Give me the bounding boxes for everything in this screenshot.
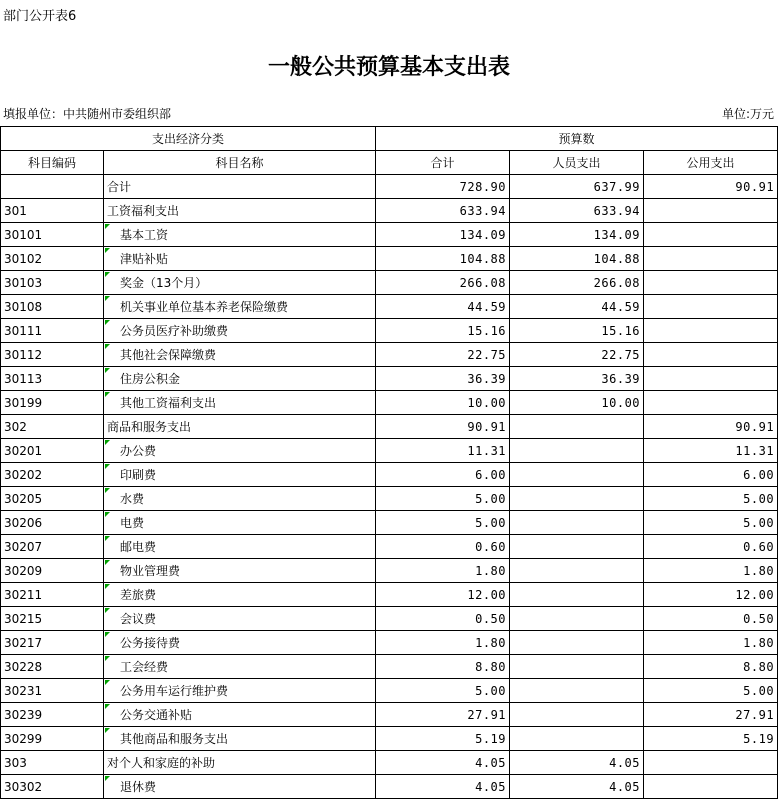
- row-personnel: [510, 535, 644, 559]
- row-public: [644, 775, 778, 799]
- row-public: [644, 199, 778, 223]
- row-total: 90.91: [376, 415, 510, 439]
- row-personnel: [510, 487, 644, 511]
- row-total: 0.50: [376, 607, 510, 631]
- row-name: 其他工资福利支出: [104, 391, 376, 415]
- row-total: 5.00: [376, 487, 510, 511]
- table-row: [1, 463, 778, 487]
- row-name: 津贴补贴: [104, 247, 376, 271]
- header-budget-group: 预算数: [376, 127, 778, 151]
- row-personnel: [510, 607, 644, 631]
- table-row: [1, 439, 778, 463]
- row-total: 6.00: [376, 463, 510, 487]
- table-row: [1, 415, 778, 439]
- row-name: 机关事业单位基本养老保险缴费: [104, 295, 376, 319]
- row-total: 1.80: [376, 559, 510, 583]
- row-code: 30207: [1, 535, 104, 559]
- row-public: [644, 271, 778, 295]
- table-row: [1, 631, 778, 655]
- row-public: 11.31: [644, 439, 778, 463]
- row-public: 8.80: [644, 655, 778, 679]
- table-row: [1, 583, 778, 607]
- row-code: 30103: [1, 271, 104, 295]
- header-row-columns: [1, 151, 778, 175]
- table-row: [1, 199, 778, 223]
- row-code: 30101: [1, 223, 104, 247]
- row-code: 30108: [1, 295, 104, 319]
- row-total: 728.90: [376, 175, 510, 199]
- table-row: [1, 295, 778, 319]
- row-name: 退休费: [104, 775, 376, 799]
- row-public: 5.00: [644, 487, 778, 511]
- row-code: 30206: [1, 511, 104, 535]
- row-public: [644, 367, 778, 391]
- row-code: 30239: [1, 703, 104, 727]
- table-row: [1, 223, 778, 247]
- table-row: [1, 271, 778, 295]
- row-code: 30111: [1, 319, 104, 343]
- header-personnel: 人员支出: [510, 151, 644, 175]
- row-public: 1.80: [644, 631, 778, 655]
- table-row: [1, 343, 778, 367]
- row-total: 5.19: [376, 727, 510, 751]
- row-total: 10.00: [376, 391, 510, 415]
- row-name: 办公费: [104, 439, 376, 463]
- table-row: [1, 319, 778, 343]
- row-total: 633.94: [376, 199, 510, 223]
- row-code: [1, 175, 104, 199]
- row-name: 工会经费: [104, 655, 376, 679]
- row-personnel: 44.59: [510, 295, 644, 319]
- row-code: 30201: [1, 439, 104, 463]
- row-name: 商品和服务支出: [104, 415, 376, 439]
- row-public: 12.00: [644, 583, 778, 607]
- table-row: [1, 535, 778, 559]
- row-public: [644, 391, 778, 415]
- row-total: 0.60: [376, 535, 510, 559]
- row-public: 5.00: [644, 511, 778, 535]
- row-name: 工资福利支出: [104, 199, 376, 223]
- row-personnel: 134.09: [510, 223, 644, 247]
- row-code: 302: [1, 415, 104, 439]
- row-name: 其他社会保障缴费: [104, 343, 376, 367]
- header-total: 合计: [376, 151, 510, 175]
- row-public: 90.91: [644, 175, 778, 199]
- row-name: 合计: [104, 175, 376, 199]
- row-code: 30217: [1, 631, 104, 655]
- row-code: 30211: [1, 583, 104, 607]
- row-name: 住房公积金: [104, 367, 376, 391]
- row-total: 8.80: [376, 655, 510, 679]
- row-personnel: 637.99: [510, 175, 644, 199]
- row-total: 4.05: [376, 775, 510, 799]
- row-total: 12.00: [376, 583, 510, 607]
- row-personnel: [510, 583, 644, 607]
- row-personnel: [510, 727, 644, 751]
- row-total: 36.39: [376, 367, 510, 391]
- table-row: [1, 607, 778, 631]
- row-name: 对个人和家庭的补助: [104, 751, 376, 775]
- row-code: 30231: [1, 679, 104, 703]
- row-name: 电费: [104, 511, 376, 535]
- row-total: 104.88: [376, 247, 510, 271]
- row-public: [644, 247, 778, 271]
- row-public: 5.19: [644, 727, 778, 751]
- header-row-group: [1, 127, 778, 151]
- row-code: 30199: [1, 391, 104, 415]
- row-code: 30215: [1, 607, 104, 631]
- table-row: [1, 727, 778, 751]
- row-total: 5.00: [376, 511, 510, 535]
- table-row: [1, 655, 778, 679]
- row-public: 90.91: [644, 415, 778, 439]
- row-code: 30209: [1, 559, 104, 583]
- row-name: 邮电费: [104, 535, 376, 559]
- row-code: 303: [1, 751, 104, 775]
- row-public: 1.80: [644, 559, 778, 583]
- row-code: 30299: [1, 727, 104, 751]
- row-personnel: 36.39: [510, 367, 644, 391]
- row-personnel: [510, 655, 644, 679]
- row-personnel: 15.16: [510, 319, 644, 343]
- row-personnel: [510, 463, 644, 487]
- row-total: 134.09: [376, 223, 510, 247]
- header-category-group: 支出经济分类: [1, 127, 376, 151]
- row-code: 30113: [1, 367, 104, 391]
- row-public: [644, 319, 778, 343]
- row-personnel: 266.08: [510, 271, 644, 295]
- table-row: [1, 175, 778, 199]
- row-personnel: [510, 439, 644, 463]
- row-personnel: 104.88: [510, 247, 644, 271]
- row-public: 0.50: [644, 607, 778, 631]
- table-row: [1, 511, 778, 535]
- row-name: 公务员医疗补助缴费: [104, 319, 376, 343]
- row-name: 公务交通补贴: [104, 703, 376, 727]
- page-title: 一般公共预算基本支出表: [267, 54, 510, 80]
- table-row: [1, 679, 778, 703]
- table-row: [1, 703, 778, 727]
- table-row: [1, 391, 778, 415]
- row-personnel: [510, 631, 644, 655]
- header-name: 科目名称: [104, 151, 376, 175]
- budget-table: [0, 126, 778, 799]
- measure-unit: 单位:万元: [721, 107, 774, 121]
- row-public: [644, 343, 778, 367]
- row-name: 水费: [104, 487, 376, 511]
- row-public: 6.00: [644, 463, 778, 487]
- row-code: 301: [1, 199, 104, 223]
- row-public: 27.91: [644, 703, 778, 727]
- table-row: [1, 559, 778, 583]
- row-personnel: [510, 511, 644, 535]
- row-personnel: [510, 415, 644, 439]
- table-row: [1, 247, 778, 271]
- row-total: 27.91: [376, 703, 510, 727]
- row-code: 30202: [1, 463, 104, 487]
- document-label: 部门公开表6: [3, 9, 77, 24]
- row-public: [644, 751, 778, 775]
- row-personnel: [510, 679, 644, 703]
- row-name: 公务用车运行维护费: [104, 679, 376, 703]
- header-public: 公用支出: [644, 151, 778, 175]
- table-row: [1, 367, 778, 391]
- row-code: 30112: [1, 343, 104, 367]
- row-personnel: 633.94: [510, 199, 644, 223]
- row-name: 物业管理费: [104, 559, 376, 583]
- row-name: 奖金（13个月）: [104, 271, 376, 295]
- row-name: 基本工资: [104, 223, 376, 247]
- row-name: 公务接待费: [104, 631, 376, 655]
- table-row: [1, 487, 778, 511]
- row-name: 差旅费: [104, 583, 376, 607]
- table-body: [1, 175, 778, 799]
- row-total: 22.75: [376, 343, 510, 367]
- row-total: 44.59: [376, 295, 510, 319]
- row-personnel: [510, 559, 644, 583]
- row-total: 266.08: [376, 271, 510, 295]
- header-code: 科目编码: [1, 151, 104, 175]
- row-total: 15.16: [376, 319, 510, 343]
- row-name: 会议费: [104, 607, 376, 631]
- row-total: 11.31: [376, 439, 510, 463]
- row-personnel: 4.05: [510, 751, 644, 775]
- row-public: [644, 223, 778, 247]
- row-code: 30302: [1, 775, 104, 799]
- filling-unit: 填报单位：中共随州市委组织部: [3, 107, 172, 121]
- row-public: 5.00: [644, 679, 778, 703]
- row-code: 30102: [1, 247, 104, 271]
- row-code: 30205: [1, 487, 104, 511]
- table-row: [1, 775, 778, 799]
- row-personnel: [510, 703, 644, 727]
- row-personnel: 22.75: [510, 343, 644, 367]
- row-total: 4.05: [376, 751, 510, 775]
- row-total: 1.80: [376, 631, 510, 655]
- row-total: 5.00: [376, 679, 510, 703]
- table-row: [1, 751, 778, 775]
- row-name: 其他商品和服务支出: [104, 727, 376, 751]
- row-personnel: 4.05: [510, 775, 644, 799]
- row-name: 印刷费: [104, 463, 376, 487]
- row-public: 0.60: [644, 535, 778, 559]
- row-public: [644, 295, 778, 319]
- row-code: 30228: [1, 655, 104, 679]
- row-personnel: 10.00: [510, 391, 644, 415]
